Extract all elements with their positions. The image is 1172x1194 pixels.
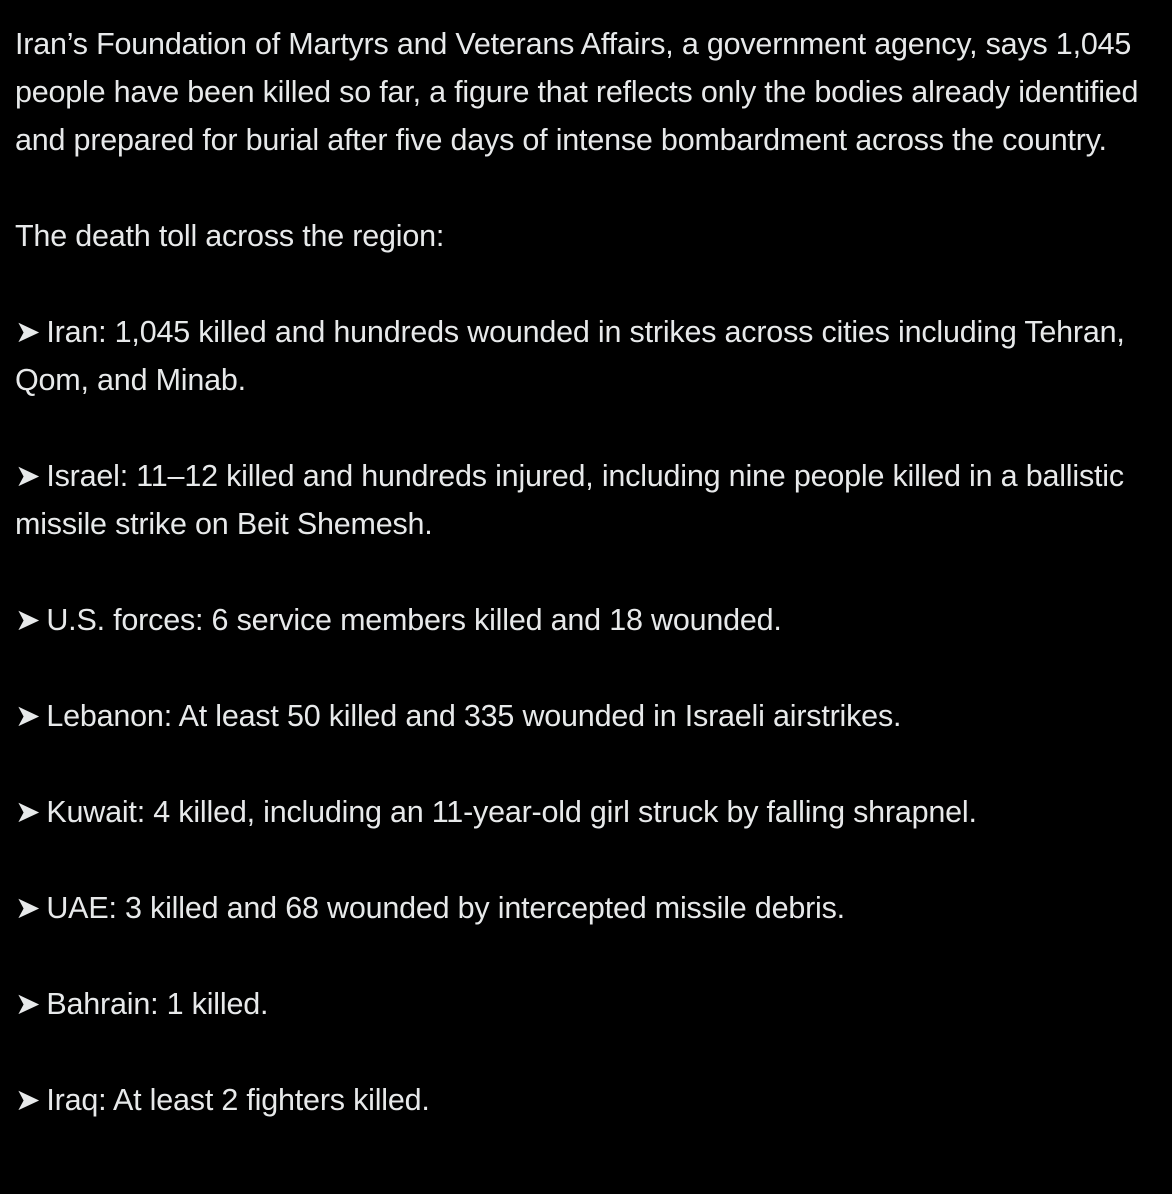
post-text <box>15 20 1160 1124</box>
arrow-icon: ➤ <box>15 699 41 733</box>
toll-item-iran <box>15 308 1160 404</box>
toll-item-iraq <box>15 1076 1160 1124</box>
arrow-icon: ➤ <box>15 459 41 493</box>
toll-item-text: Iraq: At least 2 fighters killed. <box>46 1083 430 1117</box>
toll-item-text: Israel: 11–12 killed and hundreds injured, including nine people killed in a ballistic missile strike on Beit Shemesh. <box>15 459 1124 541</box>
toll-item-lebanon <box>15 692 1160 740</box>
arrow-icon: ➤ <box>15 1083 41 1117</box>
arrow-icon: ➤ <box>15 891 41 925</box>
toll-item-text: U.S. forces: 6 service members killed and 18 wounded. <box>46 603 782 637</box>
toll-item-text: Iran: 1,045 killed and hundreds wounded in strikes across cities including Tehran, Qom, and Minab. <box>15 315 1125 397</box>
arrow-icon: ➤ <box>15 987 41 1021</box>
toll-item-text: Lebanon: At least 50 killed and 335 wounded in Israeli airstrikes. <box>46 699 902 733</box>
arrow-icon: ➤ <box>15 603 41 637</box>
arrow-icon: ➤ <box>15 795 41 829</box>
toll-item-kuwait <box>15 788 1160 836</box>
death-toll-heading: The death toll across the region: <box>15 219 445 253</box>
toll-item-text: Kuwait: 4 killed, including an 11-year-old girl struck by falling shrapnel. <box>46 795 977 829</box>
toll-item-us-forces <box>15 596 1160 644</box>
toll-item-bahrain <box>15 980 1160 1028</box>
arrow-icon: ➤ <box>15 315 41 349</box>
toll-item-text: UAE: 3 killed and 68 wounded by intercepted missile debris. <box>46 891 845 925</box>
toll-item-uae <box>15 884 1160 932</box>
toll-item-text: Bahrain: 1 killed. <box>46 987 269 1021</box>
intro-paragraph: Iran’s Foundation of Martyrs and Veterans Affairs, a government agency, says 1,045 people have been killed so far, a figure that reflects only the bodies already identified and prepared for burial after five days of intense bombardment across the country. <box>15 27 1139 157</box>
toll-item-israel <box>15 452 1160 548</box>
